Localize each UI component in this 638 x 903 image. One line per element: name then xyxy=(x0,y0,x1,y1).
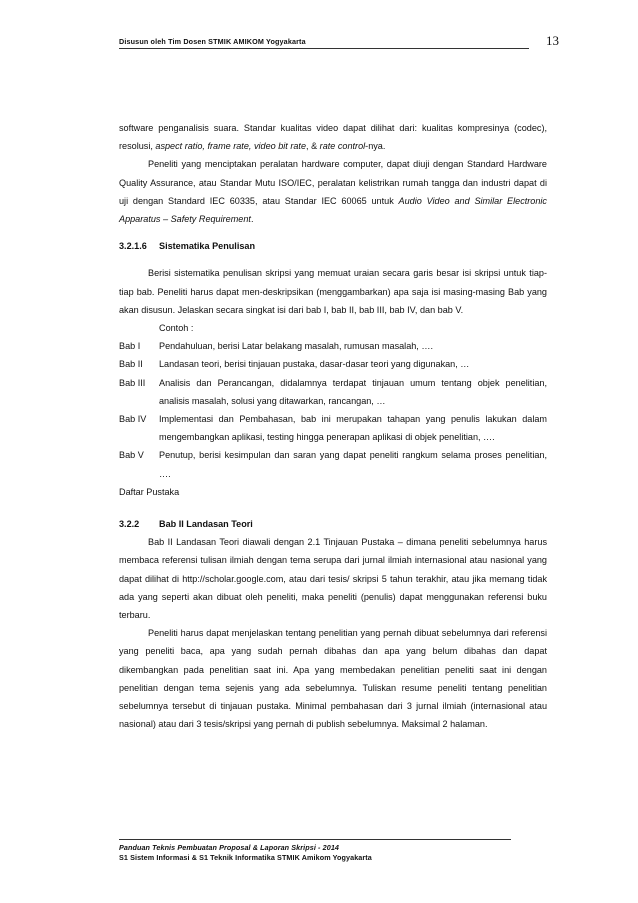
para1-text-c: , & xyxy=(306,141,320,152)
bab-description: Analisis dan Perancangan, didalamnya terdapat tinjauan umum tentang objek penelitian, analisis masalah, solusi yang ditawarkan, rancangan, … xyxy=(159,377,547,406)
para1-italic-rate-control: rate control xyxy=(319,141,366,152)
page-header xyxy=(119,34,559,52)
page-footer xyxy=(119,839,511,863)
bab-description: Pendahuluan, berisi Latar belakang masalah, rumusan masalah, …. xyxy=(159,341,433,352)
para1-italic-terms: aspect ratio, frame rate, video bit rate xyxy=(155,141,307,152)
list-item xyxy=(119,410,547,446)
bab-label: Bab IV xyxy=(119,414,147,425)
header-text: Disusun oleh Tim Dosen STMIK AMIKOM Yogyakarta xyxy=(119,37,306,46)
header-rule xyxy=(119,48,529,49)
footer-line-2: S1 Sistem Informasi & S1 Teknik Informatika STMIK Amikom Yogyakarta xyxy=(119,853,372,862)
section-number: 3.2.2 xyxy=(119,519,140,530)
section-number: 3.2.1.6 xyxy=(119,241,147,252)
paragraph-video-quality xyxy=(119,119,547,155)
section-title: Bab II Landasan Teori xyxy=(159,519,253,530)
para2-text-c: . xyxy=(250,214,254,225)
bab-description: Landasan teori, berisi tinjauan pustaka, dasar-dasar teori yang digunakan, … xyxy=(159,359,470,370)
section-heading-sistematika xyxy=(119,237,547,255)
footer-rule xyxy=(119,839,511,840)
bab-label: Bab III xyxy=(119,377,146,388)
list-item xyxy=(119,374,547,410)
bab-label: Bab II xyxy=(119,359,143,370)
list-item xyxy=(119,337,547,355)
footer-line-1: Panduan Teknis Pembuatan Proposal & Laporan Skripsi - 2014 xyxy=(119,843,340,852)
paragraph-hardware-standard xyxy=(119,155,547,228)
paragraph-landasan-teori-2: Peneliti harus dapat menjelaskan tentang penelitian yang pernah dibuat sebelumnya dari referensi yang peneliti baca, apa yang sudah pernah dibahas dan apa yang belum dibahas dan dapat dikembangkan pada penelitian saat ini. Apa yang membedakan penelitian peneliti saat ini dengan penelitian dengan tema sejenis yang ada sebelumnya. Tuliskan resume peneliti tentang penelitian sebelumnya tersebut di tinjauan pustaka. Minimal pembahasan dari 3 jurnal ilmiah (internasional atau nasional) atau dari 3 tesis/skripsi yang pernah di publish sebelumnya. Maksimal 2 halaman. xyxy=(119,628,547,730)
list-item xyxy=(119,446,547,482)
bab-description: Penutup, berisi kesimpulan dan saran yang dapat peneliti rangkum selama proses penelitian, …. xyxy=(159,450,547,479)
contoh-label: Contoh : xyxy=(159,323,194,334)
section-title: Sistematika Penulisan xyxy=(159,241,256,252)
bab-description: Implementasi dan Pembahasan, bab ini merupakan tahapan yang penulis lakukan dalam mengembangkan aplikasi, testing hingga penerapan aplikasi di objek penelitian, …. xyxy=(159,414,547,443)
document-body xyxy=(119,119,547,734)
para1-text-e: -nya. xyxy=(365,141,386,152)
page-number: 13 xyxy=(546,33,559,48)
para2-italic-safety: Audio Video and Similar Electronic Apparatus – Safety Requirement xyxy=(119,195,547,225)
bab-label: Bab I xyxy=(119,341,141,352)
list-item xyxy=(119,355,547,373)
daftar-pustaka-item: Daftar Pustaka xyxy=(119,486,180,497)
paragraph-landasan-teori-1: Bab II Landasan Teori diawali dengan 2.1 Tinjauan Pustaka – dimana peneliti sebelumnya harus membaca referensi tulisan ilmiah dengan tema serupa dari jurnal ilmiah internasional atau nasional yang dapat dilihat di http://scholar.google.com, atau dari tesis/ skripsi 5 tahun terakhir, atau jika memang tidak ada yang seperti akan dibuat oleh peneliti, maka peneliti (penulis) dapat menggunakan referensi buku terbaru. xyxy=(119,537,547,621)
paragraph-sistematika-intro: Berisi sistematika penulisan skripsi yang memuat uraian secara garis besar isi skripsi untuk tiap-tiap bab. Peneliti harus dapat men-deskripsikan (menggambarkan) apa saja isi masing-masing Bab yang akan disusun. Jelaskan secara singkat isi dari bab I, bab II, bab III, bab IV, dan bab V. xyxy=(119,268,547,315)
para2-text-a: Peneliti yang menciptakan peralatan hardware computer, dapat diuji dengan Standard Hardware Quality Assurance, atau Standar Mutu ISO/IEC, peralatan kelistrikan rumah tangga dan industri dapat di uji dengan Standard IEC 60335, atau Standar IEC 60065 untuk xyxy=(119,159,547,206)
section-heading-landasan-teori xyxy=(119,515,547,533)
para1-text-a: software penganalisis suara. Standar kualitas video dapat dilihat dari: kualitas kompresinya (codec), resolusi, xyxy=(119,123,547,152)
bab-label: Bab V xyxy=(119,450,144,461)
